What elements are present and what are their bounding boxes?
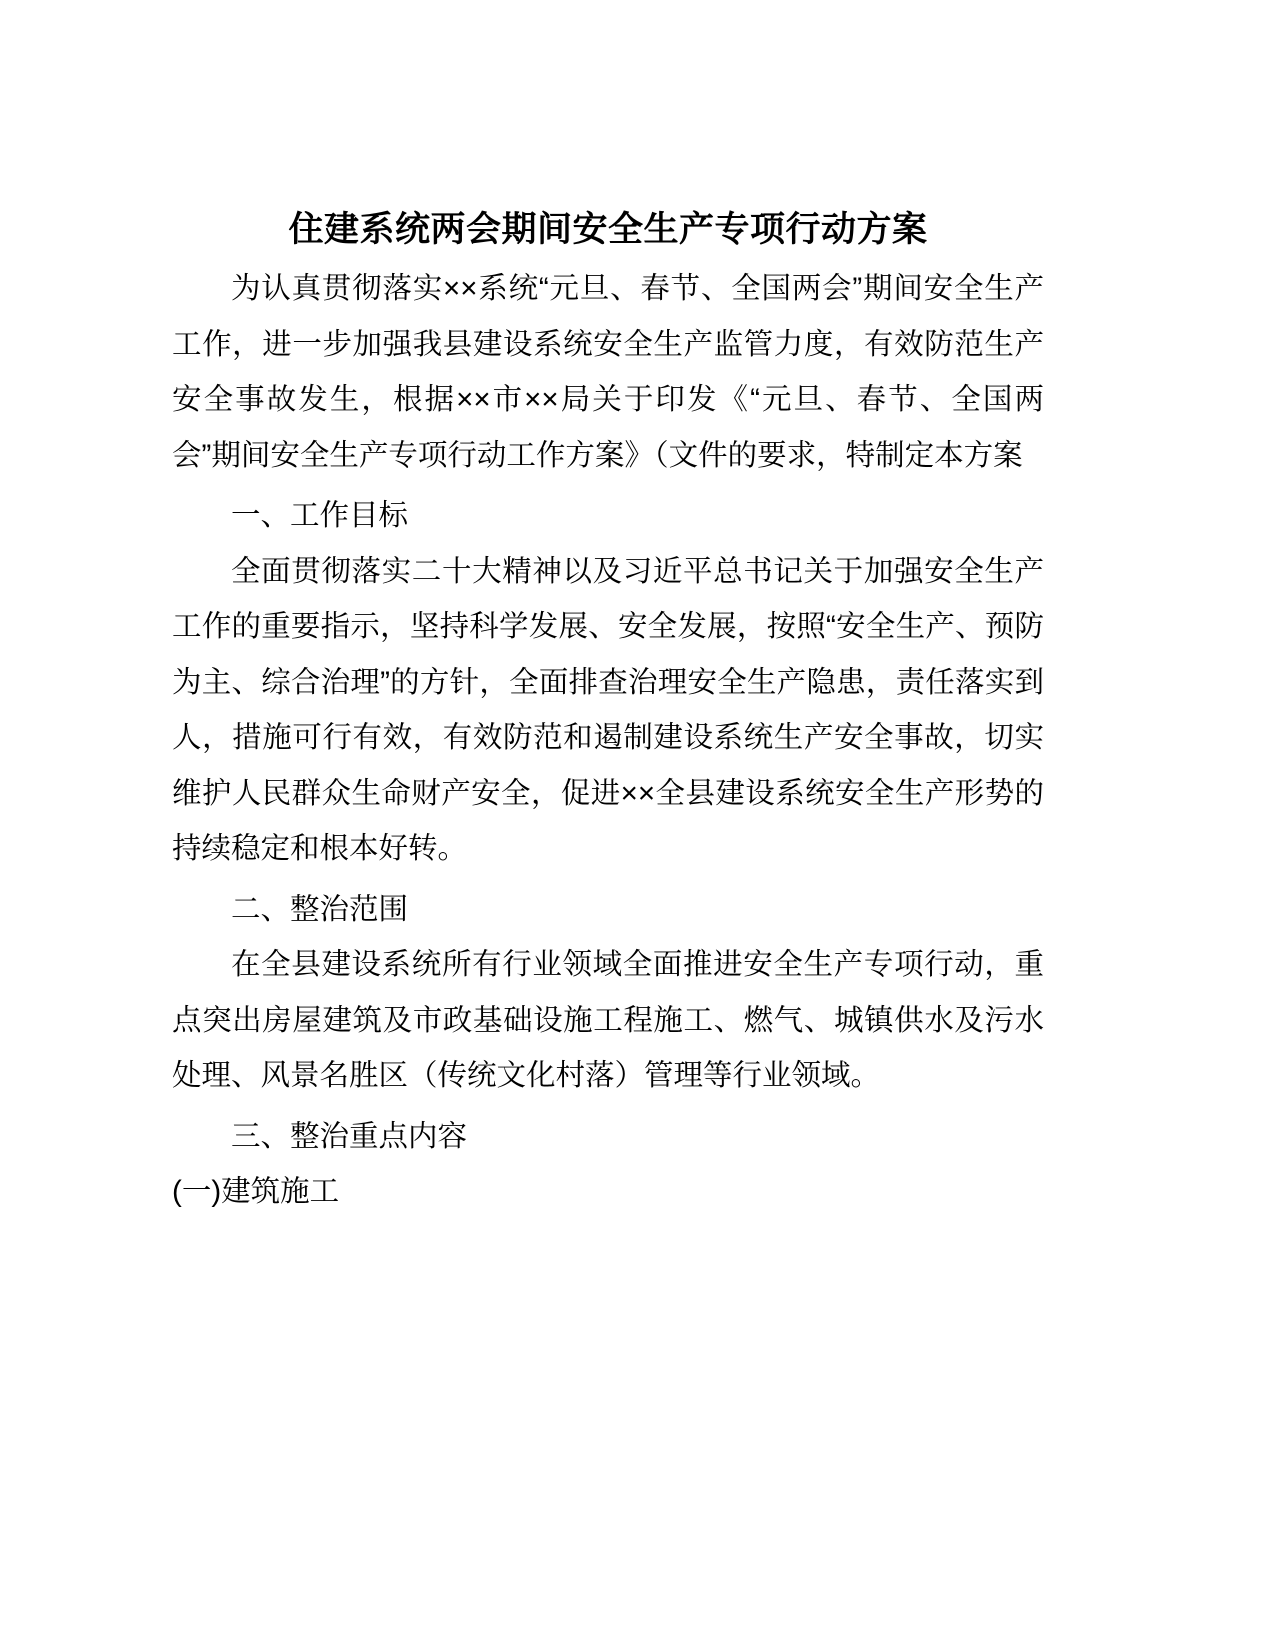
preamble-paragraph: 为认真贯彻落实××系统“元旦、春节、全国两会”期间安全生产工作，进一步加强我县建设系统安全生产监管力度，有效防范生产安全事故发生，根据××市××局关于印发《“元旦、春节、全国两会”期间安全生产专项行动工作方案》（文件的要求，特制定本方案	[172, 272, 1044, 472]
subsection-heading-3-1: (一)建筑施工	[172, 1175, 340, 1208]
page-title: 住建系统两会期间安全生产专项行动方案	[288, 210, 928, 249]
section-body-2: 在全县建设系统所有行业领域全面推进安全生产专项行动，重点突出房屋建筑及市政基础设施工程施工、燃气、城镇供水及污水处理、风景名胜区（传统文化村落）管理等行业领域。	[172, 948, 1044, 1092]
section-heading-2: 二、整治范围	[231, 892, 409, 926]
document-content	[172, 0, 1044, 1220]
section-body-1: 全面贯彻落实二十大精神以及习近平总书记关于加强安全生产工作的重要指示，坚持科学发展、安全发展，按照“安全生产、预防为主、综合治理”的方针，全面排查治理安全生产隐患，责任落实到人，措施可行有效，有效防范和遏制建设系统生产安全事故，切实维护人民群众生命财产安全，促进××全县建设系统安全生产形势的持续稳定和根本好转。	[172, 554, 1044, 865]
section-heading-1: 一、工作目标	[231, 499, 409, 532]
section-heading-3: 三、整治重点内容	[231, 1119, 468, 1153]
